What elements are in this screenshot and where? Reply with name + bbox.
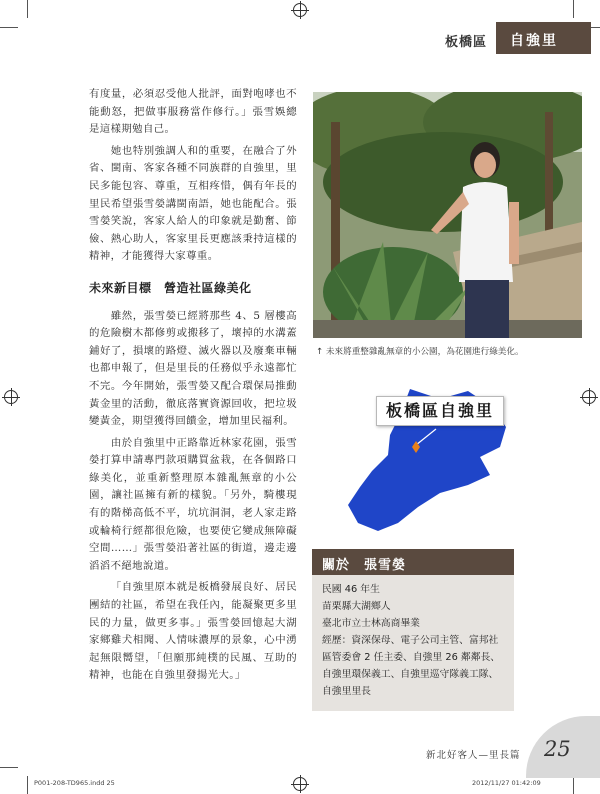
profile-title: 關於 張雪嫈 — [312, 549, 514, 575]
crop-mark — [573, 0, 574, 18]
footer-series: 新北好客人—里長篇 — [426, 750, 521, 761]
profile-body — [312, 575, 514, 711]
header-district: 板橋區 — [445, 35, 488, 50]
header-village-tab: 自強里 — [496, 22, 591, 54]
print-slug-file: P001-208-TD965.indd 25 — [34, 779, 115, 787]
article-paragraph: 雖然，張雪嫈已經將那些 4、5 層樓高的危險樹木都修剪或搬移了，壞掉的水溝蓋鋪好了，損壞的路燈、滅火器以及廢棄車輛也都申報了，但是里長的任務似乎永遠都忙不完。今年開始，張雪嫈又配合環保局推動黃金里的活動，徹底落實資源回收，把垃圾變黃金，期望獲得回饋金，增加里民福利。 — [89, 309, 297, 428]
registration-mark-icon — [4, 390, 18, 404]
registration-mark-icon — [293, 777, 307, 791]
crop-mark — [27, 776, 28, 794]
print-slug-date: 2012/11/27 01:42:09 — [472, 779, 541, 787]
article-paragraph: 「自強里原本就是板橋發展良好、居民團結的社區，希望在我任內，能凝聚更多里民的力量，做更多事。」張雪嫈回憶起大湖家鄉雞犬相聞、人情味濃厚的景象，心中湧起無限嚮望，「但願那純樸的民風、互助的精神，也能在自強里發揚光大。」 — [89, 581, 297, 682]
garden-photo-illustration — [313, 92, 582, 338]
garden-photo — [313, 92, 582, 338]
crop-mark — [0, 767, 18, 768]
crop-mark — [573, 776, 574, 794]
page-number: 25 — [544, 737, 571, 761]
profile-line: 臺北市立士林高商畢業 — [322, 618, 420, 629]
crop-mark — [0, 27, 18, 28]
article-column — [89, 86, 297, 685]
registration-mark-icon — [582, 390, 596, 404]
profile-line: 經歷：資深保母、電子公司主管、富邦社區管委會 2 任主委、自強里 26 鄰鄰長、自強里環保義工、自強里巡守隊義工隊、自強里里長 — [322, 635, 501, 697]
article-paragraph: 由於自強里中正路靠近林家花園，張雪嫈打算申請專門款項購買盆栽，在各個路口綠美化，並重新整理原本雜亂無章的小公園，讓社區擁有新的樣貌。「另外，騎樓現有的階梯高低不平，坑坑洞洞，老人家走路或輪椅行經都很危險，也要使它變成無障礙空間……」張雪嫈沿著社區的街道，邊走邊滔滔不絕地說道。 — [89, 436, 297, 572]
profile-line: 民國 46 年生 — [322, 584, 380, 595]
article-paragraph: 她也特別強調人和的重要，在融合了外省、閩南、客家各種不同族群的自強里，里民多能包容、尊重，互相疼惜，偶有年長的里民希望張雪嫈講閩南語，她也能配合。張雪嫈笑說，客家人給人的印象就是勤奮、節儉、熱心助人，客家里長更應該秉持這樣的精神，才能獲得大家尊重。 — [89, 144, 297, 263]
article-paragraph: 有度量，必須忍受他人批評，面對咆哮也不能動怒，把做事服務當作修行。」張雪娛總是這樣期勉自己。 — [89, 88, 297, 136]
article-subheading: 未來新目標 營造社區綠美化 — [89, 280, 252, 295]
crop-mark — [27, 0, 28, 18]
registration-mark-icon — [293, 3, 307, 17]
map-label: 板橋區自強里 — [376, 396, 504, 426]
photo-caption: ↑ 未來將重整雜亂無章的小公園，為花園進行綠美化。 — [316, 347, 524, 357]
profile-line: 苗栗縣大湖鄉人 — [322, 601, 391, 612]
